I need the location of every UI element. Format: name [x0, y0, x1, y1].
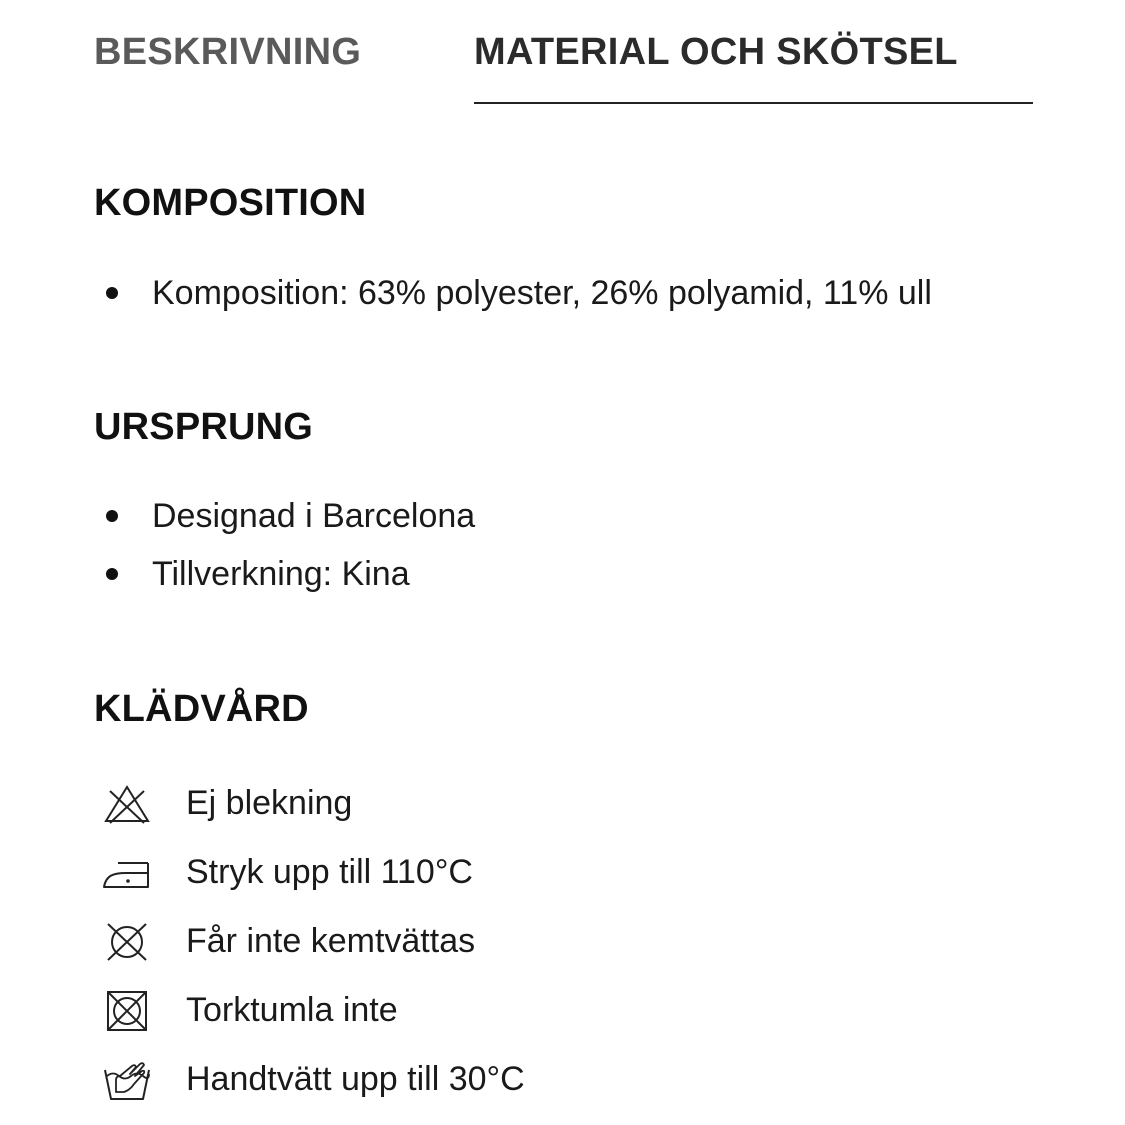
section-title-origin: URSPRUNG: [94, 406, 314, 448]
active-tab-underline: [474, 102, 1033, 104]
care-item-label: Stryk upp till 110°C: [186, 853, 473, 891]
care-item-label: Får inte kemtvättas: [186, 922, 476, 960]
no-tumble-dry-icon: [102, 989, 152, 1033]
no-bleach-icon: [102, 782, 152, 826]
iron-icon: [102, 851, 152, 895]
tab-beskrivning[interactable]: BESKRIVNING: [94, 31, 362, 73]
tab-bar: [94, 28, 1034, 108]
section-title-care: KLÄDVÅRD: [94, 688, 309, 730]
section-title-composition: KOMPOSITION: [94, 182, 367, 224]
bullet-icon: [106, 510, 118, 522]
list-item-text: Komposition: 63% polyester, 26% polyamid, 11% ull: [152, 274, 932, 312]
list-item: [104, 264, 932, 322]
care-item-label: Torktumla inte: [186, 991, 398, 1029]
tab-material-och-skotsel[interactable]: MATERIAL OCH SKÖTSEL: [474, 31, 958, 73]
hand-wash-icon: [102, 1058, 152, 1102]
list-item-text: Designad i Barcelona: [152, 497, 476, 535]
composition-list: [104, 264, 932, 322]
bullet-icon: [106, 287, 118, 299]
no-dry-clean-icon: [102, 920, 152, 964]
list-item-text: Tillverkning: Kina: [152, 555, 410, 593]
list-item: [104, 545, 475, 603]
care-item-label: Handtvätt upp till 30°C: [186, 1060, 525, 1098]
care-item-label: Ej blekning: [186, 784, 353, 822]
origin-list: [104, 487, 475, 603]
bullet-icon: [106, 568, 118, 580]
list-item: [104, 487, 475, 545]
